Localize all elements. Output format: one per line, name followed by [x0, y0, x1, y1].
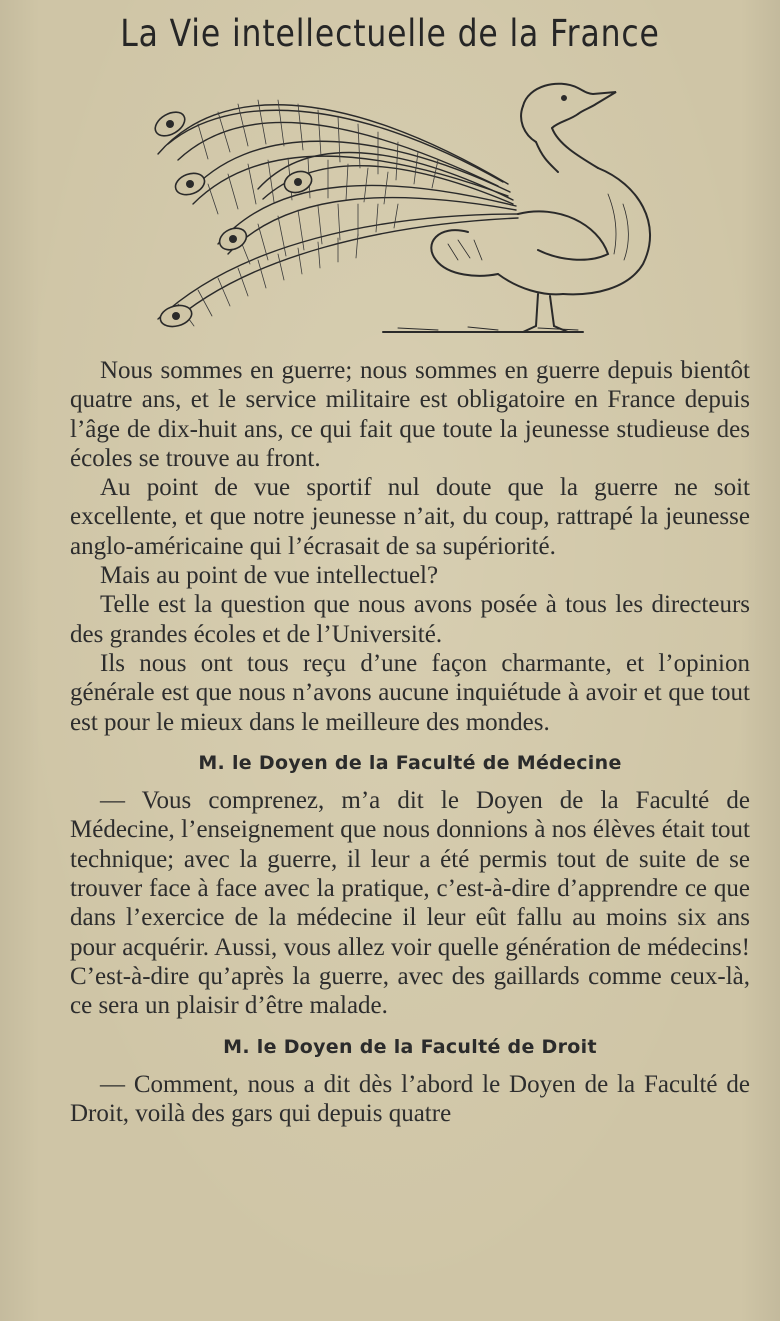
paragraph: Au point de vue sportif nul doute que la guerre ne soit excellente, et que notre jeunesse n’ait, du coup, rattrapé la jeunesse anglo-américaine qui l’écrasait de sa supériorité. — [70, 474, 750, 560]
paragraph: — Comment, nous a dit dès l’abord le Doyen de la Faculté de Droit, voilà des gars qui depuis quatre — [70, 1070, 750, 1128]
article-body — [70, 356, 750, 1128]
paragraph: Mais au point de vue intellectuel? — [100, 562, 439, 590]
paragraph: Nous sommes en guerre; nous sommes en guerre depuis bientôt quatre ans, et le service militaire est obligatoire en France depuis l’âge de dix-huit ans, ce qui fait que toute la jeunesse studieuse des écoles se trouve au front. — [70, 357, 750, 472]
section-heading-medecine: M. le Doyen de la Faculté de Médecine — [198, 751, 622, 774]
section-heading-droit: M. le Doyen de la Faculté de Droit — [223, 1035, 597, 1058]
page-title: La Vie intellectuelle de la France — [120, 12, 660, 55]
peacock-feathered-goose-illustration — [138, 64, 668, 346]
paragraph: Ils nous ont tous reçu d’une façon charmante, et l’opinion générale est que nous n’avons aucune inquiétude à avoir et que tout est pour le mieux dans le meilleure des mondes. — [70, 649, 750, 736]
paragraph: Telle est la question que nous avons posée à tous les directeurs des grandes écoles et de l’Université. — [70, 591, 750, 648]
paragraph: — Vous comprenez, m’a dit le Doyen de la Faculté de Médecine, l’enseignement que nous donnions à nos élèves était tout technique; avec la guerre, il leur a été permis tout de suite de se trouver face à face avec la pratique, c’est-à-dire d’apprendre ce que dans l’exercice de la médecine il leur eût fallu au moins six ans pour acquérir. Aussi, vous allez voir quelle génération de médecins! C’est-à-dire qu’après la guerre, avec des gaillards comme ceux-là, ce sera un plaisir d’être malade. — [70, 787, 750, 1020]
